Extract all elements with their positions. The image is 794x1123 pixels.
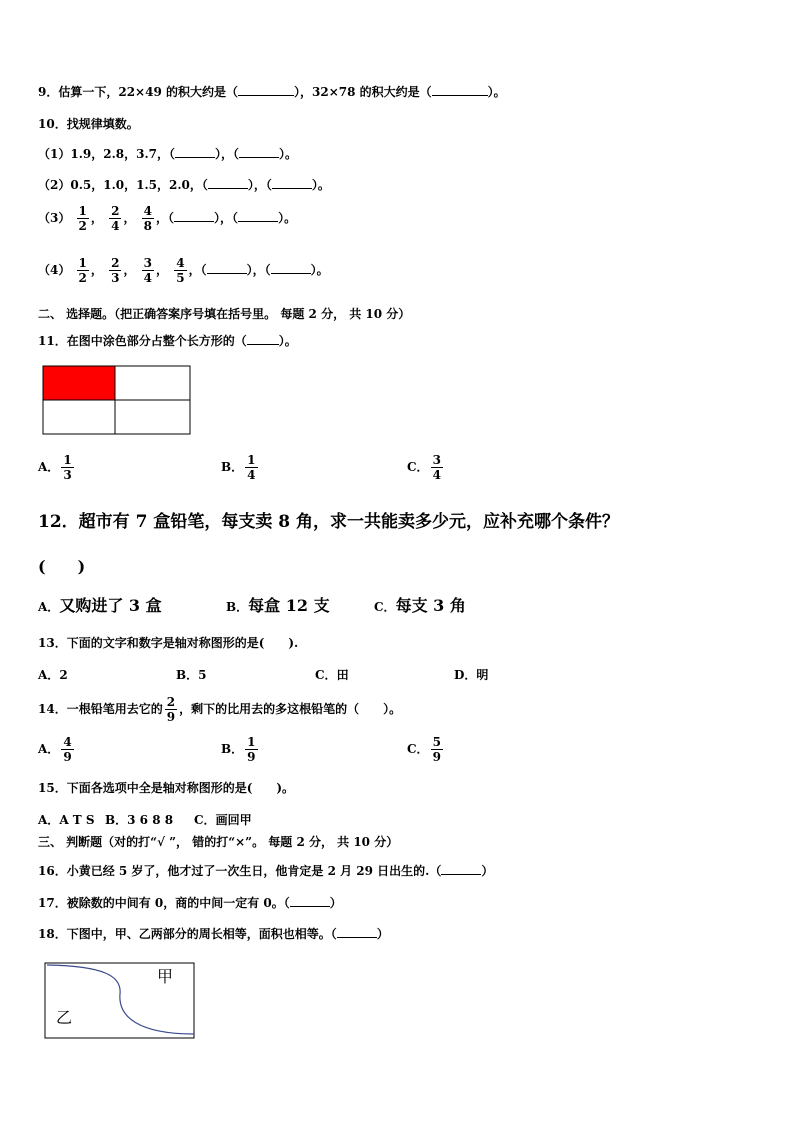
q14-option-c[interactable]: C． $\frac{5}{9}$ [407, 735, 441, 764]
answer-blank[interactable] [432, 95, 488, 96]
answer-blank[interactable] [238, 221, 278, 222]
answer-blank[interactable] [207, 273, 247, 274]
answer-blank[interactable] [247, 344, 279, 345]
fraction: $\frac{3}{4}$ [143, 256, 153, 285]
q12-option-c[interactable]: C．每支 3 角 [374, 596, 466, 615]
question-10-title: 10．找规律填数。 [38, 117, 139, 131]
question-15: 15．下面各选项中全是轴对称图形的是( )。 [38, 781, 295, 795]
fraction: $\frac{1}{2}$ [78, 256, 87, 285]
fraction: $\frac{2}{4}$ [111, 204, 120, 233]
fraction: $\frac{4}{8}$ [143, 204, 153, 233]
fraction: $\frac{2}{9}$ [166, 695, 176, 724]
question-10-part-2: （2）0.5，1.0，1.5，2.0，（ ），（ ）。 [38, 178, 330, 192]
q11-option-b[interactable]: B． $\frac{1}{4}$ [221, 453, 256, 482]
question-10-part-3: （3） $\frac{1}{2}$ ， $\frac{2}{4}$ ， $\frac{4}{8}$ ，（ ），（ ）。 [38, 204, 297, 233]
section-3-title: 三、 判断题（对的打“√ ”， 错的打“×”。 每题 2 分， 共 10 分） [38, 835, 399, 849]
question-16: 16．小黄已经 5 岁了，他才过了一次生日，他肯定是 2 月 29 日出生的.（ ） [38, 864, 494, 878]
q14-option-b[interactable]: B． $\frac{1}{9}$ [221, 735, 256, 764]
fraction: $\frac{1}{2}$ [78, 204, 87, 233]
label-jia: 甲 [157, 967, 174, 986]
rectangle-figure [42, 365, 192, 437]
section-2-title: 二、 选择题。（把正确答案序号填在括号里。 每题 2 分， 共 10 分） [38, 307, 411, 321]
fraction: $\frac{1}{3}$ [63, 453, 72, 482]
question-14: 14．一根铅笔用去它的 $\frac{2}{9}$ ，剩下的比用去的多这根铅笔的（ ）。 [38, 695, 402, 724]
q14-option-a[interactable]: A． $\frac{4}{9}$ [38, 735, 72, 764]
shape-figure [44, 962, 196, 1040]
answer-blank[interactable] [239, 157, 279, 158]
fraction: $\frac{3}{4}$ [432, 453, 441, 482]
q13-option-b[interactable]: B．5 [176, 668, 207, 682]
q15-option-c[interactable]: C．画回甲 [194, 813, 252, 827]
q13-option-d[interactable]: D．明 [454, 668, 489, 682]
q12-option-b[interactable]: B．每盒 12 支 [226, 596, 330, 615]
question-18: 18．下图中，甲、乙两部分的周长相等，面积也相等。（ ） [38, 927, 389, 941]
label-yi: 乙 [56, 1008, 73, 1027]
q13-option-a[interactable]: A．2 [38, 668, 68, 682]
fraction: $\frac{1}{9}$ [247, 735, 256, 764]
answer-blank[interactable] [238, 95, 294, 96]
answer-blank[interactable] [174, 221, 214, 222]
question-10-part-1: （1）1.9，2.8，3.7，（ ），（ ）。 [38, 147, 298, 161]
question-10-part-4: （4） $\frac{1}{2}$ ， $\frac{2}{3}$ ， $\frac{3}{4}$ ， $\frac{4}{5}$ ，（ ），（ ）。 [38, 256, 329, 285]
question-11: 11．在图中涂色部分占整个长方形的（ ）。 [38, 334, 297, 348]
question-13: 13．下面的文字和数字是轴对称图形的是( ). [38, 636, 299, 650]
fraction: $\frac{1}{4}$ [247, 453, 256, 482]
answer-blank[interactable] [441, 874, 481, 875]
q15-option-b[interactable]: B．3 6 8 8 [105, 813, 174, 827]
q11-option-a[interactable]: A． $\frac{1}{3}$ [38, 453, 72, 482]
q15-option-a[interactable]: A．A T S [38, 813, 95, 827]
fraction: $\frac{4}{5}$ [176, 256, 185, 285]
answer-paren[interactable]: ( ) [38, 557, 86, 576]
q13-option-c[interactable]: C．田 [315, 668, 349, 682]
fraction: $\frac{2}{3}$ [111, 256, 120, 285]
answer-blank[interactable] [175, 157, 215, 158]
q12-option-a[interactable]: A．又购进了 3 盒 [38, 596, 162, 615]
answer-blank[interactable] [337, 937, 377, 938]
question-9: 9．估算一下，22×49 的积大约是（ ），32×78 的积大约是（ ）。 [38, 85, 506, 99]
fraction: $\frac{5}{9}$ [432, 735, 441, 764]
question-12: 12．超市有 7 盒铅笔，每支卖 8 角，求一共能卖多少元，应补充哪个条件？ [38, 512, 619, 532]
answer-blank[interactable] [271, 273, 311, 274]
answer-blank[interactable] [290, 906, 330, 907]
question-17: 17．被除数的中间有 0，商的中间一定有 0。（ ） [38, 896, 342, 910]
fraction: $\frac{4}{9}$ [63, 735, 72, 764]
answer-blank[interactable] [272, 188, 312, 189]
shaded-part [43, 366, 115, 400]
q11-option-c[interactable]: C． $\frac{3}{4}$ [407, 453, 441, 482]
answer-blank[interactable] [208, 188, 248, 189]
